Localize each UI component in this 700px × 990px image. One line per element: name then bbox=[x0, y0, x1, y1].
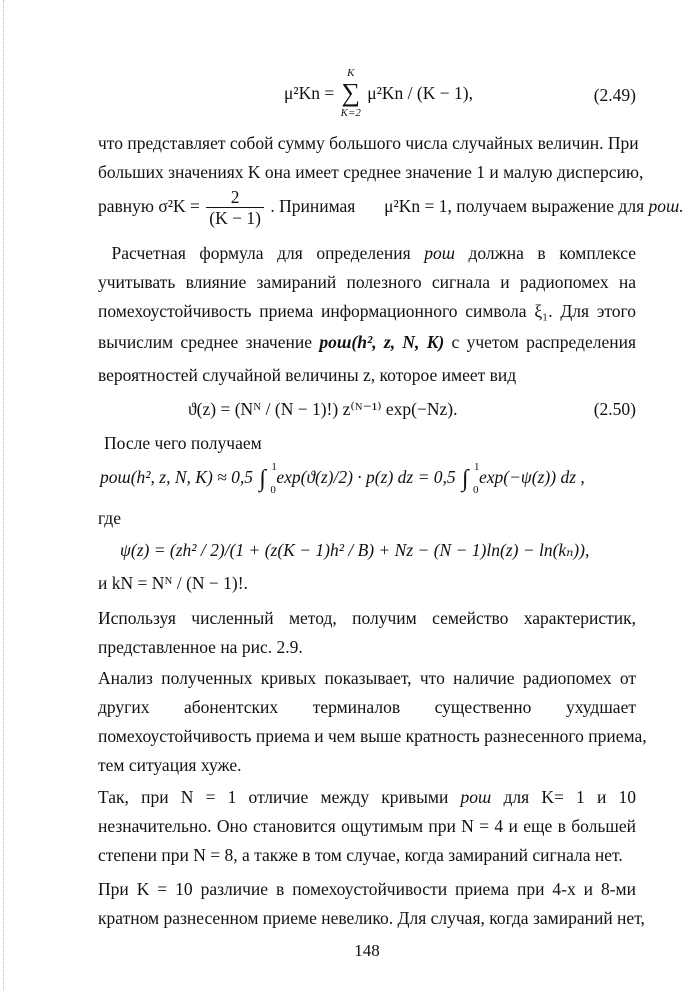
p4-line-1: Используя численный метод, получим семейство характеристик, bbox=[98, 608, 636, 628]
p2-line-1-part-b: pош bbox=[424, 243, 455, 263]
p6-line-3: степени при N = 8, а также в том случае, когда замираний сигнала нет. bbox=[98, 845, 623, 865]
variance-fraction bbox=[206, 187, 264, 228]
equation-2-50: ϑ(z) = (Nᴺ / (N − 1)!) z⁽ᴺ⁻¹⁾ exp(−Nz). bbox=[188, 399, 458, 419]
p2-line-5: вероятностей случайной величины z, которое имеет вид bbox=[98, 365, 517, 385]
p2-line-4-part-c: с учетом распределения bbox=[451, 332, 637, 352]
p4-line-2: представленное на рис. 2.9. bbox=[98, 637, 303, 657]
eq-2-49-lhs: μ²Kn = bbox=[284, 83, 335, 103]
eq-2-50-number: (2.50) bbox=[593, 399, 636, 419]
summation-operator bbox=[341, 66, 361, 120]
kn-definition: и kN = Nᴺ / (N − 1)!. bbox=[98, 573, 248, 593]
p1-line-3 bbox=[98, 186, 684, 228]
eq-p-lhs: pош(h², z, N, K) ≈ 0,5 bbox=[100, 467, 253, 487]
p2-line-4-part-a: вычислим среднее значение bbox=[98, 332, 313, 352]
p3-line-1: После чего получаем bbox=[104, 433, 262, 453]
p1-line-2: больших значениях K она имеет среднее значение 1 и малую дисперсию, bbox=[98, 162, 644, 182]
p1-line-3-part-a: равную σ²K = bbox=[98, 196, 200, 216]
integral-1-upper: 1 bbox=[271, 460, 277, 473]
eq-p-mid: exp(ϑ(z)/2) · p(z) dz = 0,5 bbox=[276, 467, 456, 487]
p6-line-2: незначительно. Оно становится ощутимым при N = 4 и еще в большей bbox=[98, 816, 636, 836]
equation-psi bbox=[120, 535, 589, 565]
where-label: где bbox=[98, 508, 121, 528]
fraction-denominator: (K − 1) bbox=[209, 208, 261, 229]
p6-line-1-part-b: pош bbox=[460, 787, 492, 807]
p2-line-1-part-a: Расчетная формула для определения bbox=[111, 243, 411, 263]
integral-sign-2: ∫ 1 0 bbox=[462, 460, 480, 496]
integral-sign-1: ∫ 1 0 bbox=[259, 460, 277, 496]
page-number: 148 bbox=[354, 941, 380, 960]
equation-error-probability bbox=[100, 460, 585, 496]
document-page bbox=[98, 0, 684, 990]
p2-line-1 bbox=[98, 238, 636, 268]
integral-2-lower: 0 bbox=[473, 483, 479, 496]
p5-line-3: помехоустойчивость приема и чем выше кратность разнесенного приема, bbox=[98, 726, 647, 746]
sum-sign: ∑ bbox=[341, 78, 361, 107]
sum-lower-limit: K=2 bbox=[340, 107, 361, 119]
p2-line-4-part-b: pош(h², z, N, K) bbox=[319, 332, 445, 352]
p2-line-3: помехоустойчивость приема информационного символа ξ₁. Для этого bbox=[98, 301, 636, 321]
p5-line-2: других абонентских терминалов существенно ухудшает bbox=[98, 697, 636, 717]
equation-2-49 bbox=[284, 66, 473, 120]
p6-line-1-part-a: Так, при N = 1 отличие между кривыми bbox=[98, 787, 449, 807]
p6-line-1-part-c: для K= 1 и 10 bbox=[503, 787, 636, 807]
integral-2-upper: 1 bbox=[474, 460, 480, 473]
p1-line-3-part-d: pош. bbox=[648, 196, 684, 216]
eq-2-49-number: (2.49) bbox=[593, 85, 636, 105]
p1-line-3-part-b: . Принимая bbox=[270, 196, 356, 216]
p7-line-2: кратном разнесенном приеме невелико. Для случая, когда замираний нет, bbox=[98, 908, 645, 928]
p6-line-1 bbox=[98, 782, 636, 812]
p5-line-4: тем ситуация хуже. bbox=[98, 755, 242, 775]
eq-2-49-rhs: μ²Kn / (K − 1), bbox=[367, 83, 473, 103]
eq-p-rhs: exp(−ψ(z)) dz , bbox=[478, 467, 585, 487]
p2-line-2: учитывать влияние замираний полезного сигнала и радиопомех на bbox=[98, 272, 636, 292]
p7-line-1: При K = 10 различие в помехоустойчивости приема при 4-х и 8-ми bbox=[98, 879, 636, 899]
fraction-numerator: 2 bbox=[206, 187, 264, 208]
page-edge-dotted-border bbox=[3, 0, 4, 990]
p1-line-3-part-c: μ²Kn = 1, получаем выражение для bbox=[384, 196, 645, 216]
p2-line-4 bbox=[98, 327, 636, 357]
p1-line-1: что представляет собой сумму большого числа случайных величин. При bbox=[98, 133, 639, 153]
sum-upper-limit: K bbox=[347, 67, 355, 79]
p2-line-1-part-c: должна в комплексе bbox=[468, 243, 637, 263]
eq-psi-text: ψ(z) = (zh² / 2)/(1 + (z(K − 1)h² / B) + Nz − (N − 1)ln(z) − ln(kₙ)), bbox=[120, 540, 590, 560]
integral-1-lower: 0 bbox=[270, 483, 276, 496]
p5-line-1: Анализ полученных кривых показывает, что наличие радиопомех от bbox=[98, 668, 636, 688]
